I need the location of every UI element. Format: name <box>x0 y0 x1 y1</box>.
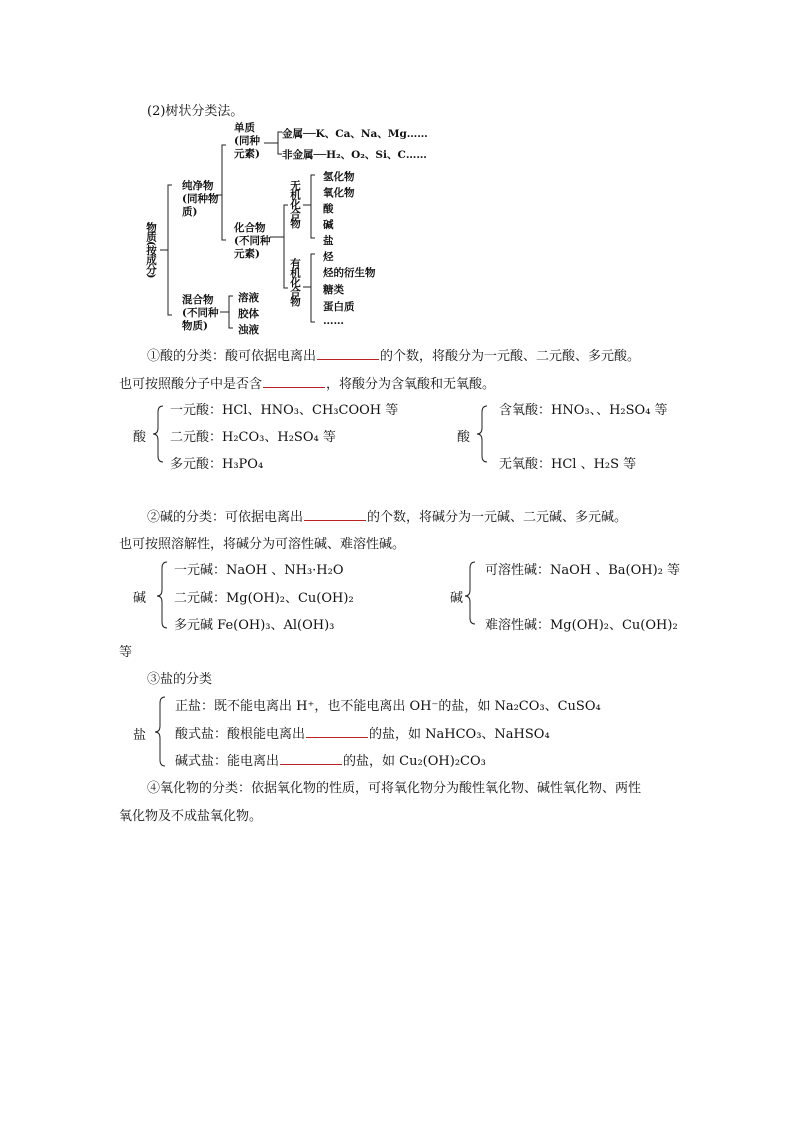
acid-nonoxy: 无氧酸：HCl 、H₂S 等 <box>499 457 637 472</box>
acid-text: 也可按照酸分子中是否含 <box>119 377 263 392</box>
base-label-right: 碱 <box>450 591 464 606</box>
salt-label: 盐 <box>133 728 147 743</box>
organic-item: …… <box>323 315 344 327</box>
base-paragraph-1 <box>147 506 627 525</box>
organic-item: 糖类 <box>323 284 344 296</box>
base-poly: 多元碱 Fe(OH)₃、Al(OH)₃ <box>174 618 335 633</box>
acid-text: ，将酸分为含氧酸和无氧酸。 <box>326 377 496 392</box>
tree-elemental-label: 单质(同种元素) <box>234 122 260 160</box>
acid-mono: 一元酸：HCl、HNO₃、CH₃COOH 等 <box>170 403 399 418</box>
salt-brace <box>155 697 165 766</box>
fill-blank[interactable] <box>306 725 368 738</box>
oxide-line-2: 氧化物及不成盐氧化物。 <box>119 809 263 824</box>
base-brace-left <box>157 562 167 628</box>
inorganic-item: 酸 <box>323 203 334 215</box>
acid-oxy: 含氧酸：HNO₃、、H₂SO₄ 等 <box>499 403 668 418</box>
base-paragraph-2: 也可按照溶解性，将碱分为可溶性碱、难溶性碱。 <box>119 537 406 552</box>
salt-title: ③盐的分类 <box>147 672 213 687</box>
salt-text: 的盐，如 Cu₂(OH)₂CO₃ <box>343 754 486 769</box>
base-soluble: 可溶性碱：NaOH 、Ba(OH)₂ 等 <box>485 563 681 578</box>
tree-compound-label: 化合物(不同种元素) <box>234 222 271 260</box>
fill-blank[interactable] <box>280 752 342 765</box>
inorganic-item: 盐 <box>323 235 334 247</box>
acid-text: ①酸的分类：酸可依据电离出 <box>147 349 317 364</box>
salt-text: 的盐，如 NaHCO₃、NaHSO₄ <box>369 727 550 742</box>
salt-text: 碱式盐：能电离出 <box>175 754 280 769</box>
base-text: 的个数，将碱分为一元碱、二元碱、多元碱。 <box>367 510 628 525</box>
base-etc: 等 <box>119 645 133 660</box>
organic-item: 蛋白质 <box>323 301 355 313</box>
inorganic-item: 氧化物 <box>323 187 355 199</box>
base-text: ②碱的分类：可依据电离出 <box>147 510 304 525</box>
inorganic-item: 氢化物 <box>323 171 355 183</box>
fill-blank[interactable] <box>304 508 366 521</box>
salt-text: 酸式盐：酸根能电离出 <box>175 727 306 742</box>
tree-organic-label: 有机化合物 <box>289 258 301 306</box>
mixture-item: 胶体 <box>238 308 259 320</box>
acid-label-left: 酸 <box>133 430 147 445</box>
base-insoluble: 难溶性碱：Mg(OH)₂、Cu(OH)₂ <box>485 618 678 633</box>
tree-mixture-label: 混合物(不同种物质) <box>182 294 219 332</box>
base-mono: 一元碱：NaOH 、NH₃·H₂O <box>174 563 344 578</box>
organic-item: 烃的衍生物 <box>323 267 376 279</box>
tree-inorganic-label: 无机化合物 <box>289 180 301 228</box>
acid-brace-left <box>153 406 163 462</box>
organic-item: 烃 <box>323 251 334 263</box>
salt-basic <box>175 750 486 769</box>
acid-poly: 多元酸：H₃PO₄ <box>170 457 264 472</box>
inorganic-item: 碱 <box>323 219 334 231</box>
base-brace-right <box>465 562 475 624</box>
tree-nonmetal-label: 非金属──H₂、O₂、Si、C…… <box>282 149 427 161</box>
base-label-left: 碱 <box>133 591 147 606</box>
section-heading: (2)树状分类法。 <box>147 104 244 119</box>
tree-metal-label: 金属──K、Ca、Na、Mg…… <box>282 128 428 140</box>
acid-label-right: 酸 <box>457 430 471 445</box>
acid-text: 的个数，将酸分为一元酸、二元酸、多元酸。 <box>380 349 641 364</box>
tree-root-label: 物质(按成分) <box>145 222 157 278</box>
tree-pure-label: 纯净物(同种物质) <box>182 180 219 218</box>
acid-di: 二元酸：H₂CO₃、H₂SO₄ 等 <box>170 430 336 445</box>
acid-brace-right <box>477 406 487 462</box>
salt-normal: 正盐：既不能电离出 H⁺，也不能电离出 OH⁻的盐，如 Na₂CO₃、CuSO₄ <box>175 699 601 714</box>
base-di: 二元碱：Mg(OH)₂、Cu(OH)₂ <box>174 591 354 606</box>
oxide-line-1: ④氧化物的分类：依据氧化物的性质，可将氧化物分为酸性氧化物、碱性氧化物、两性 <box>147 781 642 796</box>
mixture-item: 溶液 <box>238 292 259 304</box>
mixture-item: 浊液 <box>238 324 259 336</box>
salt-acid <box>175 723 550 742</box>
